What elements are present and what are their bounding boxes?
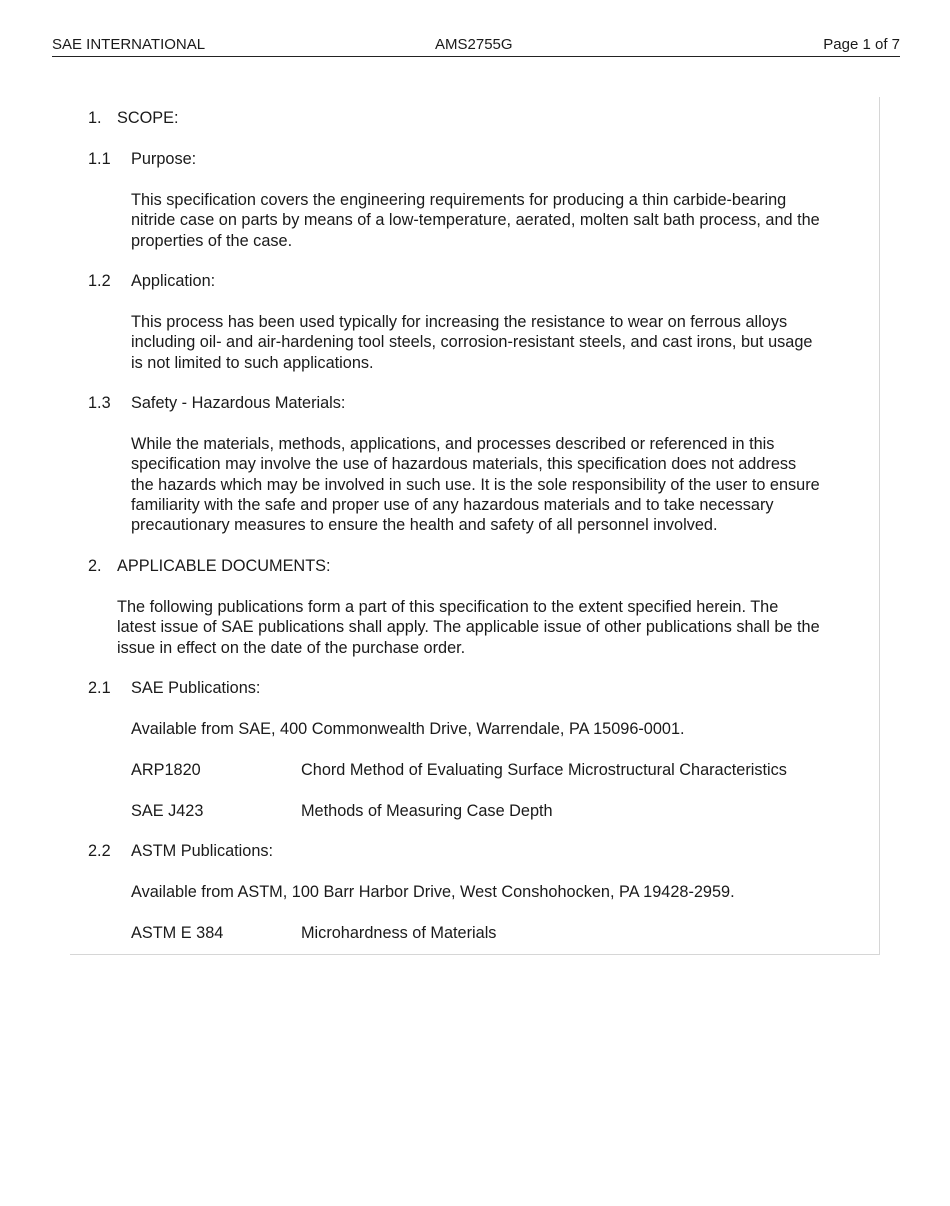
- section-1-3-body: [131, 434, 820, 535]
- doc-code-astm-e384: ASTM E 384: [131, 924, 224, 942]
- page-header: [52, 36, 900, 57]
- section-1-2-title: Application:: [131, 272, 216, 290]
- section-2-1-title: SAE Publications:: [131, 679, 261, 697]
- doc-title-astm-e384: Microhardness of Materials: [301, 924, 497, 942]
- body-line: The following publications form a part of this specification to the extent specified herein. The: [117, 598, 779, 616]
- body-line: issue in effect on the date of the purchase order.: [117, 638, 466, 657]
- doc-title-sae-j423: Methods of Measuring Case Depth: [301, 802, 553, 820]
- section-1-3-number: 1.3: [88, 394, 111, 412]
- section-1-1-number: 1.1: [88, 150, 111, 168]
- section-1-title: SCOPE:: [117, 109, 179, 127]
- section-1-3-title: Safety - Hazardous Materials:: [131, 394, 346, 412]
- body-line: is not limited to such applications.: [131, 353, 374, 372]
- body-line: properties of the case.: [131, 231, 293, 250]
- astm-availability-note: Available from ASTM, 100 Barr Harbor Drive, West Conshohocken, PA 19428-2959.: [131, 883, 735, 901]
- header-document-id: AMS2755G: [435, 36, 513, 53]
- sae-availability-note: Available from SAE, 400 Commonwealth Drive, Warrendale, PA 15096-0001.: [131, 720, 685, 738]
- section-1-2-number: 1.2: [88, 272, 111, 290]
- section-1-number: 1.: [88, 109, 102, 127]
- section-2-2-number: 2.2: [88, 842, 111, 860]
- header-organization: SAE INTERNATIONAL: [52, 36, 206, 53]
- header-page-number: Page 1 of 7: [823, 36, 900, 53]
- body-line: While the materials, methods, applications, and processes described or referenced in this: [131, 435, 775, 453]
- section-2-number: 2.: [88, 557, 102, 575]
- body-line: familiarity with the safe and proper use of any hazardous materials and to take necessary: [131, 495, 774, 514]
- section-1-1-title: Purpose:: [131, 150, 197, 168]
- body-line: This process has been used typically for increasing the resistance to wear on ferrous alloys: [131, 313, 788, 331]
- body-line: nitride case on parts by means of a low-temperature, aerated, molten salt bath process, and the: [131, 211, 820, 230]
- doc-code-sae-j423: SAE J423: [131, 802, 204, 820]
- section-2-1-number: 2.1: [88, 679, 111, 697]
- section-2-body: [117, 597, 820, 658]
- section-1-2-body: [131, 312, 812, 373]
- section-2-2-title: ASTM Publications:: [131, 842, 274, 860]
- body-line: precautionary measures to ensure the health and safety of all personnel involved.: [131, 516, 718, 535]
- body-line: including oil- and air-hardening tool steels, corrosion-resistant steels, and cast irons, but usage: [131, 333, 813, 352]
- body-line: the hazards which may be involved in such use. It is the sole responsibility of the user to ensure: [131, 475, 820, 494]
- doc-code-arp1820: ARP1820: [131, 761, 201, 779]
- body-line: latest issue of SAE publications shall apply. The applicable issue of other publications shall be the: [117, 618, 820, 637]
- doc-title-arp1820: Chord Method of Evaluating Surface Microstructural Characteristics: [301, 761, 787, 779]
- body-line: specification may involve the use of hazardous materials, this specification does not address: [131, 455, 797, 474]
- section-2-title: APPLICABLE DOCUMENTS:: [117, 557, 331, 575]
- body-line: This specification covers the engineering requirements for producing a thin carbide-bearing: [131, 191, 787, 209]
- section-1-1-body: [131, 190, 820, 251]
